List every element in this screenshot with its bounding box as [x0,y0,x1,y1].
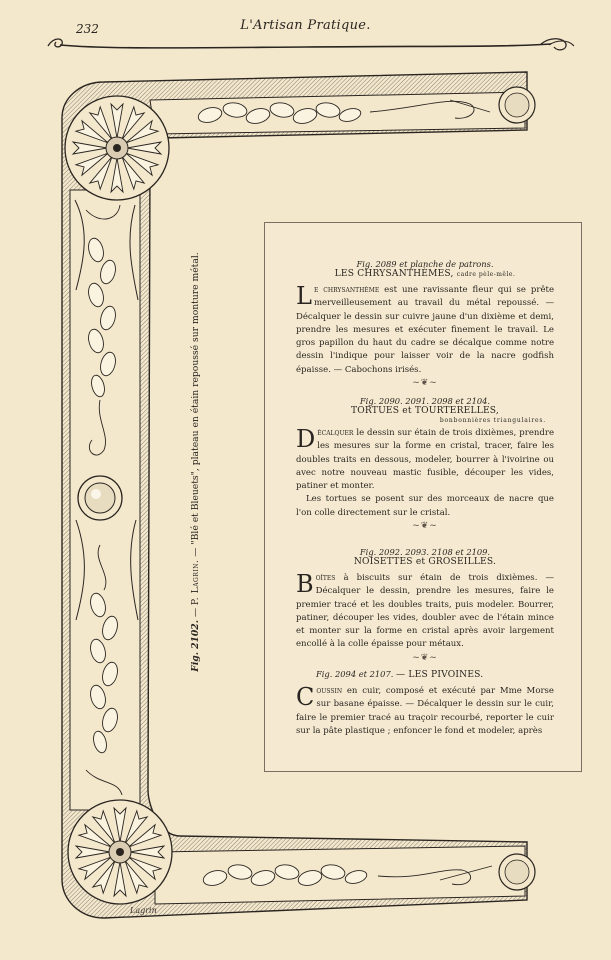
drop-cap: C [296,683,315,711]
section-noisettes [296,547,554,664]
body-text: à biscuits sur étain de trois dixièmes. — Décalquer le dessin, prendre les mesures, faire le premier tracé et les doubles traits, puis modeler. Bourrer, patiner, découper les vides, doubler avec de l'étain mince et monter sur la forme en cristal après avoir largement encollé à la colle épaisse pour métaux. [296,573,554,650]
section-body [296,284,554,377]
section-ornament: ~❦~ [412,377,438,388]
section-ornament: ~❦~ [412,520,438,531]
cabochon-bottom-right [499,854,535,890]
running-title: L'Artisan Pratique. [240,18,371,33]
lead-words: oîtes [315,573,336,583]
drop-cap: L [296,282,312,310]
lead-words: e chrysanthème [313,285,380,295]
section-body [296,427,554,520]
section-heading: NOISETTES et GROSEILLES. [353,557,497,567]
caption-fig-label: Fig. 2102. [190,620,201,672]
cabochon-top-right [499,87,535,123]
caption-description: "Blé et Bleuets", plateau en étain repoussé sur monture métal. [190,252,201,545]
cornflower-medallion-bottom [68,800,172,904]
page-number: 232 [76,22,99,36]
section-heading [296,269,554,279]
drop-cap: B [296,570,314,598]
caption-author: P. Lagrin. [190,559,201,606]
drop-cap: D [296,425,316,453]
artist-signature: Lagrin [130,906,157,915]
fig-line: Fig. 2092. 2093. 2108 et 2109. [359,547,491,557]
section-heading: — LES PIVOINES. [396,670,484,680]
section-body [296,572,554,652]
body-text: en cuir, composé et exécuté par Mme Morse sur basane épaisse. — Décalquer le dessin sur le cuir, faire le premier tracé au traçoir recourbé, reporter le cuir sur la pâte plastique ; enfoncer le fond et modeler, après [296,686,554,736]
article-text-box [264,222,582,772]
section-chrysanthemes [296,259,554,389]
lead-words: écalquer [317,428,354,438]
body-text: le dessin sur étain de trois dixièmes, prendre les mesures sur la forme en cristal, tracer, faire les doubles traits en dessous, modeler, bourrer à l'ivoirine ou avec notre nouveau mastic fusible, découper les vides, patiner et monter. [296,428,554,491]
caption-dash-1: — [190,607,201,618]
lead-words: oussin [316,686,343,696]
fig-line: Fig. 2089 et planche de patrons. [356,259,494,269]
fig-line-text: Fig. 2094 et 2107. [316,669,394,679]
body-paragraph-2: Les tortues se posent sur des morceaux de nacre que l'on colle directement sur le cristal. [296,494,554,518]
fig-line: Fig. 2090. 2091. 2098 et 2104. [359,396,491,406]
side-caption [188,202,204,722]
section-ornament: ~❦~ [412,652,438,663]
cornflower-medallion-top [65,96,169,200]
section-subhead: bonbonnières triangulaires. [439,417,546,424]
heading-text: LES CHRYSANTHÈMES, [334,269,454,279]
section-pivoines [296,669,554,738]
cabochon-center [78,476,122,520]
heading-small: cadre pèle-mêle. [456,271,516,278]
caption-dash-2: — [190,547,201,557]
section-body [296,685,554,738]
body-text: est une ravissante fleur qui se prête merveilleusement au travail du métal repoussé. — Décalquer le dessin sur cuivre jaune d'un dixième et demi, prendre les mesures et exécuter finement le travail. Le gros papillon du haut du cadre se décalque comme notre dessin l'indique pour laisser voir de la nacre godfish épaisse. — Cabochons irisés. [296,285,554,375]
section-tortues [296,396,554,532]
fig-line [296,669,554,680]
section-heading: TORTUES et TOURTERELLES, [351,406,499,416]
